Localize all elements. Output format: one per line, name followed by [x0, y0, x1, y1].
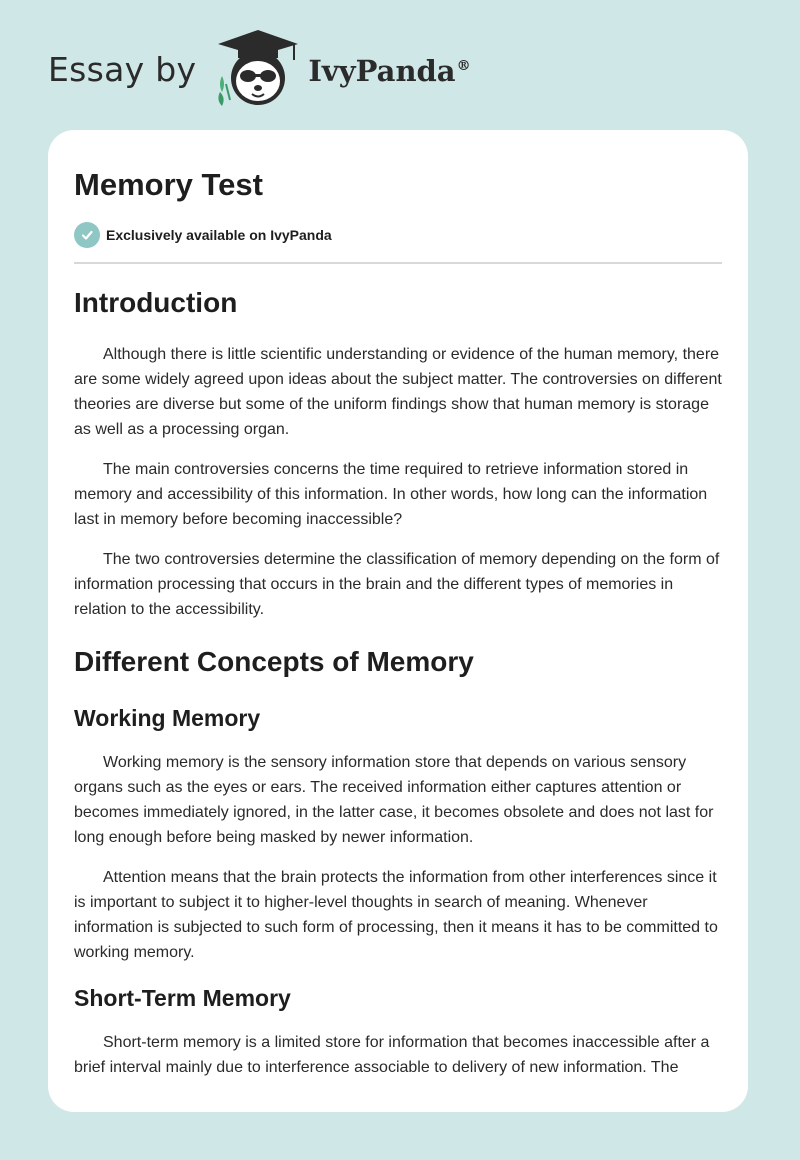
- site-header: [48, 28, 471, 118]
- introduction-heading: Introduction: [74, 287, 238, 318]
- essay-card: [48, 130, 748, 1112]
- working-memory-paragraph: Working memory is the sensory information store that depends on various sensory organs such as the eyes or ears. The received information either captures attention or becomes immediately ignored, in the latter case, it becomes obsolete and does not last for long enough before being masked by newer information.: [74, 754, 714, 846]
- brand-name: IvyPanda: [308, 54, 456, 88]
- short-term-memory-heading: Short-Term Memory: [74, 985, 291, 1011]
- ivypanda-brand[interactable]: [308, 54, 470, 88]
- essay-by-label: Essay by: [48, 49, 197, 89]
- title-divider: [74, 262, 722, 264]
- check-icon: [74, 222, 100, 248]
- ivypanda-logo-icon[interactable]: [214, 26, 302, 110]
- introduction-paragraph: The two controversies determine the classification of memory depending on the form of information processing that occurs in the brain and the different types of memories in relation to the accessibility.: [74, 551, 720, 618]
- introduction-paragraph: The main controversies concerns the time required to retrieve information stored in memory and accessibility of this information. In other words, how long can the information last in memory before becoming inaccessible?: [74, 461, 708, 528]
- exclusive-label: Exclusively available on IvyPanda: [106, 227, 332, 243]
- exclusive-badge: [74, 222, 722, 248]
- working-memory-paragraph: Attention means that the brain protects the information from other interferences since it is important to subject it to higher-level thoughts in search of meaning. Whenever information is subjected to such form of processing, then it means it has to be committed to working memory.: [74, 869, 718, 961]
- essay-title: Memory Test: [74, 167, 263, 202]
- short-term-memory-paragraph: Short-term memory is a limited store for information that becomes inaccessible after a brief interval mainly due to interference associable to delivery of new information. The: [74, 1034, 710, 1076]
- introduction-paragraph: Although there is little scientific understanding or evidence of the human memory, there are some widely agreed upon ideas about the subject matter. The controversies on different theories are diverse but some of the uniform findings show that human memory is storage as well as a processing organ.: [74, 346, 722, 438]
- registered-mark: ®: [456, 58, 471, 75]
- working-memory-heading: Working Memory: [74, 705, 261, 731]
- concepts-heading: Different Concepts of Memory: [74, 646, 474, 677]
